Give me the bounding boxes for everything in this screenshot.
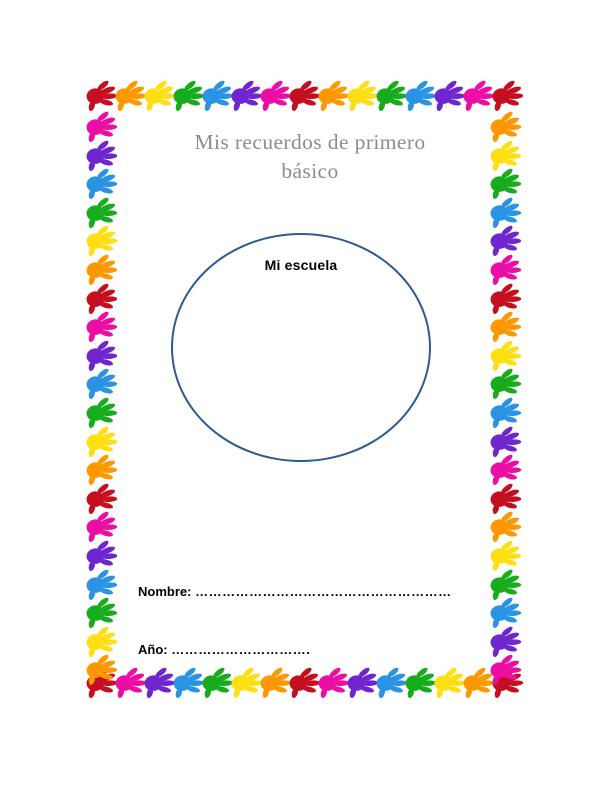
hand-icon — [83, 195, 121, 228]
hand-icon — [487, 367, 525, 400]
hand-icon — [315, 78, 353, 111]
hand-icon — [83, 510, 121, 543]
hand-icon — [344, 665, 382, 698]
hand-icon — [83, 338, 121, 371]
hand-icon — [141, 78, 179, 111]
hand-icon — [286, 665, 324, 698]
hand-icon — [228, 665, 266, 698]
hand-icon — [487, 538, 525, 571]
hand-icon — [487, 224, 525, 257]
year-fill-line: …………………………. — [171, 642, 311, 657]
year-label: Año: — [138, 642, 168, 657]
hand-icon — [83, 281, 121, 314]
hand-icon — [373, 78, 411, 111]
hand-icon — [489, 78, 527, 111]
hand-icon — [487, 395, 525, 428]
page-title — [110, 128, 510, 186]
hand-icon — [141, 665, 179, 698]
hand-icon — [83, 309, 121, 342]
hand-icon — [112, 665, 150, 698]
hand-icon — [286, 78, 324, 111]
school-circle — [171, 233, 431, 462]
hand-icon — [83, 653, 121, 686]
name-field — [138, 584, 452, 599]
hand-icon — [344, 78, 382, 111]
hand-icon — [487, 338, 525, 371]
hand-icon — [112, 78, 150, 111]
hand-icon — [402, 78, 440, 111]
name-label: Nombre: — [138, 584, 192, 599]
hand-icon — [487, 195, 525, 228]
hand-icon — [83, 595, 121, 628]
hand-icon — [83, 665, 121, 698]
hand-icon — [257, 78, 295, 111]
hand-icon — [402, 665, 440, 698]
hand-icon — [83, 367, 121, 400]
page-title-line1: Mis recuerdos de primero — [194, 130, 426, 154]
hand-icon — [228, 78, 266, 111]
hand-icon — [199, 78, 237, 111]
hand-icon — [170, 665, 208, 698]
hand-icon — [487, 624, 525, 657]
hand-icon — [487, 510, 525, 543]
hand-icon — [315, 665, 353, 698]
school-circle-label: Mi escuela — [264, 257, 338, 273]
hand-icon — [83, 481, 121, 514]
hand-icon — [257, 665, 295, 698]
year-field — [138, 642, 310, 657]
hand-icon — [460, 78, 498, 111]
hand-icon — [83, 567, 121, 600]
name-fill-line: ………………………………………………… — [195, 584, 452, 599]
hand-icon — [83, 538, 121, 571]
hand-icon — [489, 665, 527, 698]
hand-icon — [83, 395, 121, 428]
hand-icon — [487, 595, 525, 628]
hand-icon — [83, 452, 121, 485]
hand-icon — [431, 78, 469, 111]
hand-icon — [431, 665, 469, 698]
hand-icon — [83, 252, 121, 285]
hand-icon — [487, 452, 525, 485]
hand-icon — [83, 424, 121, 457]
hand-icon — [487, 281, 525, 314]
hand-icon — [83, 78, 121, 111]
hand-icon — [83, 624, 121, 657]
hand-icon — [487, 653, 525, 686]
hand-icon — [199, 665, 237, 698]
hand-icon — [487, 481, 525, 514]
hand-icon — [487, 424, 525, 457]
page-title-line2: básico — [281, 159, 339, 183]
hand-icon — [487, 309, 525, 342]
hand-icon — [487, 567, 525, 600]
hand-icon — [373, 665, 411, 698]
hand-icon — [83, 224, 121, 257]
hand-icon — [460, 665, 498, 698]
hand-icon — [487, 252, 525, 285]
hand-icon — [170, 78, 208, 111]
